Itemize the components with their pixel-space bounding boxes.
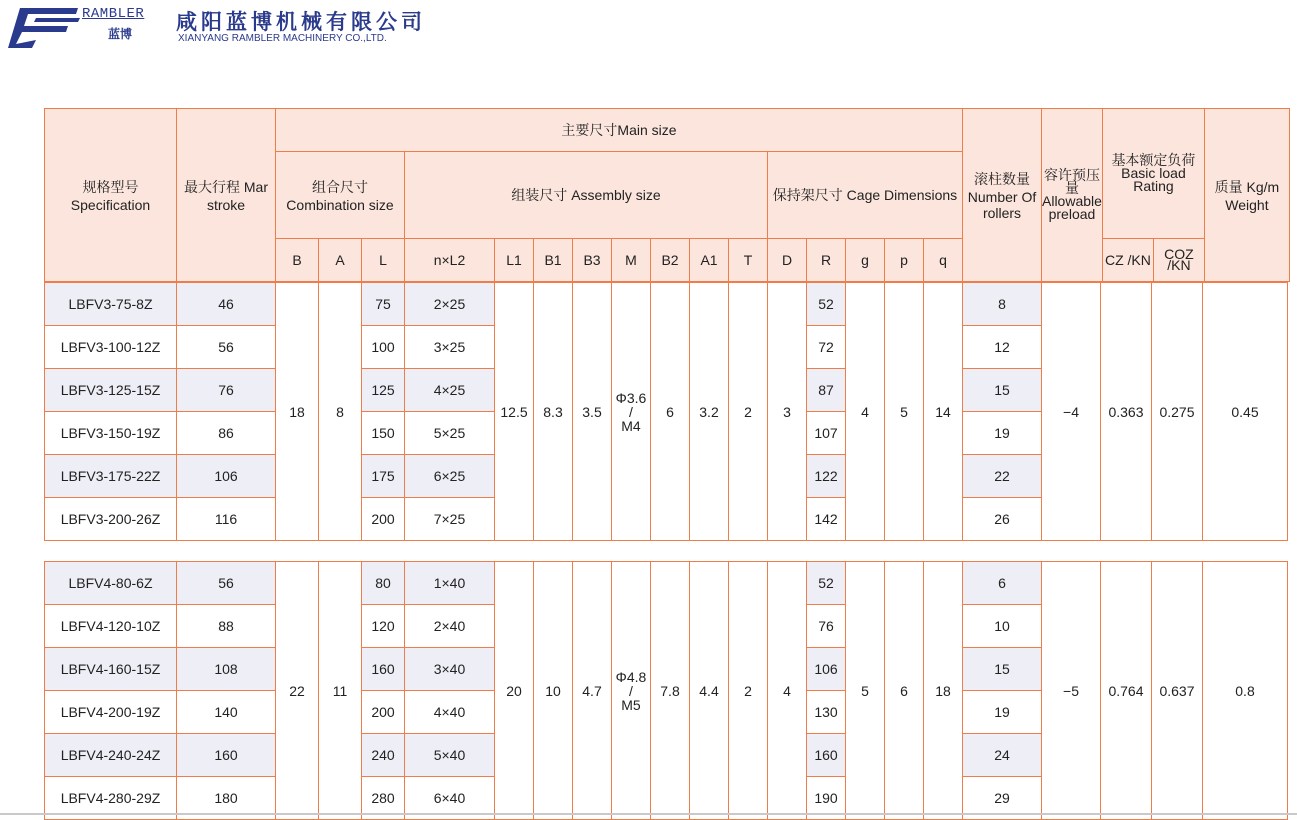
spec-cell: LBFV4-160-15Z — [45, 648, 177, 691]
rollers-cell: 12 — [963, 326, 1042, 369]
col-a: A — [319, 239, 362, 282]
l-cell: 280 — [362, 777, 405, 820]
stroke-cell: 56 — [177, 562, 276, 605]
weight-cell: 0.8 — [1203, 562, 1288, 820]
page-bottom-rule — [0, 813, 1297, 815]
spec-table-header — [44, 108, 1290, 282]
col-a1: A1 — [690, 239, 729, 282]
m-cell — [612, 283, 651, 541]
rollers-cell: 26 — [963, 498, 1042, 541]
spec-cell: LBFV4-120-10Z — [45, 605, 177, 648]
stroke-cell: 160 — [177, 734, 276, 777]
col-header-rollers: 滚柱数量 Number Of rollers — [963, 109, 1042, 282]
m-value-part: / — [629, 403, 633, 420]
stroke-cell: 140 — [177, 691, 276, 734]
a-cell: 11 — [319, 562, 362, 820]
spec-cell: LBFV3-125-15Z — [45, 369, 177, 412]
p-cell: 5 — [885, 283, 924, 541]
l-cell: 240 — [362, 734, 405, 777]
nl2-cell: 3×40 — [405, 648, 495, 691]
col-b1: B1 — [534, 239, 573, 282]
rollers-cell: 15 — [963, 648, 1042, 691]
nl2-cell: 4×25 — [405, 369, 495, 412]
table-row — [45, 283, 1288, 326]
rollers-cell: 22 — [963, 455, 1042, 498]
stroke-cell: 88 — [177, 605, 276, 648]
l-cell: 200 — [362, 498, 405, 541]
l-cell: 80 — [362, 562, 405, 605]
stroke-cell: 86 — [177, 412, 276, 455]
rollers-cell: 24 — [963, 734, 1042, 777]
l-cell: 160 — [362, 648, 405, 691]
r-cell: 130 — [807, 691, 846, 734]
preload-cell: −4 — [1042, 283, 1101, 541]
p-cell: 6 — [885, 562, 924, 820]
b3-cell: 4.7 — [573, 562, 612, 820]
r-cell: 160 — [807, 734, 846, 777]
r-cell: 52 — [807, 283, 846, 326]
nl2-cell: 6×25 — [405, 455, 495, 498]
l-cell: 125 — [362, 369, 405, 412]
spec-table-group-lbfv3 — [44, 282, 1288, 541]
a1-cell: 3.2 — [690, 283, 729, 541]
col-header-preload: 容许预压量 Allowable preload — [1042, 109, 1103, 282]
r-cell: 142 — [807, 498, 846, 541]
table-row — [45, 562, 1288, 605]
col-l1: L1 — [495, 239, 534, 282]
b2-cell: 7.8 — [651, 562, 690, 820]
r-cell: 106 — [807, 648, 846, 691]
col-nl2: n×L2 — [405, 239, 495, 282]
nl2-cell: 7×25 — [405, 498, 495, 541]
rollers-cell: 10 — [963, 605, 1042, 648]
rollers-cell: 19 — [963, 691, 1042, 734]
l-cell: 150 — [362, 412, 405, 455]
b3-cell: 3.5 — [573, 283, 612, 541]
cz-cell: 0.363 — [1101, 283, 1152, 541]
coz-cell: 0.637 — [1152, 562, 1203, 820]
page-header — [0, 0, 1297, 60]
spec-cell: LBFV3-200-26Z — [45, 498, 177, 541]
m-cell — [612, 562, 651, 820]
col-header-combination: 组合尺寸 Combination size — [276, 152, 405, 239]
rollers-cell: 29 — [963, 777, 1042, 820]
q-cell: 14 — [924, 283, 963, 541]
l1-cell: 20 — [495, 562, 534, 820]
col-m: M — [612, 239, 651, 282]
spec-cell: LBFV3-175-22Z — [45, 455, 177, 498]
col-header-weight: 质量 Kg/m Weight — [1204, 109, 1289, 282]
col-cz: CZ /KN — [1102, 239, 1153, 282]
spec-cell: LBFV3-100-12Z — [45, 326, 177, 369]
nl2-cell: 1×40 — [405, 562, 495, 605]
col-b2: B2 — [651, 239, 690, 282]
col-p: p — [885, 239, 924, 282]
nl2-cell: 2×25 — [405, 283, 495, 326]
t-cell: 2 — [729, 283, 768, 541]
l-cell: 75 — [362, 283, 405, 326]
col-header-main-size: 主要尺寸Main size — [276, 109, 963, 152]
r-cell: 122 — [807, 455, 846, 498]
col-d: D — [768, 239, 807, 282]
spec-cell: LBFV4-80-6Z — [45, 562, 177, 605]
spec-cell: LBFV4-200-19Z — [45, 691, 177, 734]
stroke-cell: 180 — [177, 777, 276, 820]
spec-cell: LBFV3-150-19Z — [45, 412, 177, 455]
nl2-cell: 3×25 — [405, 326, 495, 369]
d-cell: 4 — [768, 562, 807, 820]
a-cell: 8 — [319, 283, 362, 541]
q-cell: 18 — [924, 562, 963, 820]
coz-cell: 0.275 — [1152, 283, 1203, 541]
l-cell: 200 — [362, 691, 405, 734]
rollers-cell: 8 — [963, 283, 1042, 326]
company-name-cn: 咸阳蓝博机械有限公司 — [176, 10, 426, 34]
d-cell: 3 — [768, 283, 807, 541]
col-header-load-rating: 基本额定负荷 Basic load Rating — [1102, 109, 1204, 239]
t-cell: 2 — [729, 562, 768, 820]
col-r: R — [807, 239, 846, 282]
b1-cell: 10 — [534, 562, 573, 820]
l-cell: 120 — [362, 605, 405, 648]
b2-cell: 6 — [651, 283, 690, 541]
brand-name-en: RAMBLER — [82, 6, 145, 22]
col-header-stroke: 最大行程 Mar stroke — [177, 109, 276, 282]
rollers-cell: 6 — [963, 562, 1042, 605]
col-header-assembly: 组装尺寸 Assembly size — [405, 152, 768, 239]
l-cell: 175 — [362, 455, 405, 498]
spec-cell: LBFV4-240-24Z — [45, 734, 177, 777]
col-b3: B3 — [573, 239, 612, 282]
b1-cell: 8.3 — [534, 283, 573, 541]
brand-name-cn: 蓝博 — [108, 27, 133, 41]
col-t: T — [729, 239, 768, 282]
col-q: q — [924, 239, 963, 282]
m-value-part: Φ4.8 — [615, 668, 647, 685]
r-cell: 190 — [807, 777, 846, 820]
r-cell: 87 — [807, 369, 846, 412]
stroke-cell: 56 — [177, 326, 276, 369]
spec-cell: LBFV3-75-8Z — [45, 283, 177, 326]
stroke-cell: 46 — [177, 283, 276, 326]
g-cell: 5 — [846, 562, 885, 820]
col-l: L — [362, 239, 405, 282]
spec-table-group-lbfv4 — [44, 561, 1288, 820]
l-cell: 100 — [362, 326, 405, 369]
m-value-part: Φ3.6 — [615, 389, 647, 406]
b-cell: 18 — [276, 283, 319, 541]
col-header-specification: 规格型号 Specification — [45, 109, 177, 282]
stroke-cell: 76 — [177, 369, 276, 412]
r-cell: 72 — [807, 326, 846, 369]
g-cell: 4 — [846, 283, 885, 541]
m-value-part: M5 — [621, 696, 641, 713]
rollers-cell: 19 — [963, 412, 1042, 455]
a1-cell: 4.4 — [690, 562, 729, 820]
l1-cell: 12.5 — [495, 283, 534, 541]
weight-cell: 0.45 — [1203, 283, 1288, 541]
m-value-part: / — [629, 682, 633, 699]
spec-cell: LBFV4-280-29Z — [45, 777, 177, 820]
rambler-logo-icon — [6, 4, 80, 55]
nl2-cell: 2×40 — [405, 605, 495, 648]
nl2-cell: 4×40 — [405, 691, 495, 734]
r-cell: 107 — [807, 412, 846, 455]
company-name-en: XIANYANG RAMBLER MACHINERY CO.,LTD. — [178, 33, 387, 44]
preload-cell: −5 — [1042, 562, 1101, 820]
stroke-cell: 106 — [177, 455, 276, 498]
col-g: g — [846, 239, 885, 282]
col-b: B — [276, 239, 319, 282]
nl2-cell: 5×25 — [405, 412, 495, 455]
r-cell: 52 — [807, 562, 846, 605]
stroke-cell: 116 — [177, 498, 276, 541]
r-cell: 76 — [807, 605, 846, 648]
nl2-cell: 5×40 — [405, 734, 495, 777]
rollers-cell: 15 — [963, 369, 1042, 412]
nl2-cell: 6×40 — [405, 777, 495, 820]
col-header-cage: 保持架尺寸 Cage Dimensions — [768, 152, 963, 239]
col-coz: COZ /KN — [1153, 239, 1204, 282]
b-cell: 22 — [276, 562, 319, 820]
cz-cell: 0.764 — [1101, 562, 1152, 820]
m-value-part: M4 — [621, 417, 641, 434]
stroke-cell: 108 — [177, 648, 276, 691]
